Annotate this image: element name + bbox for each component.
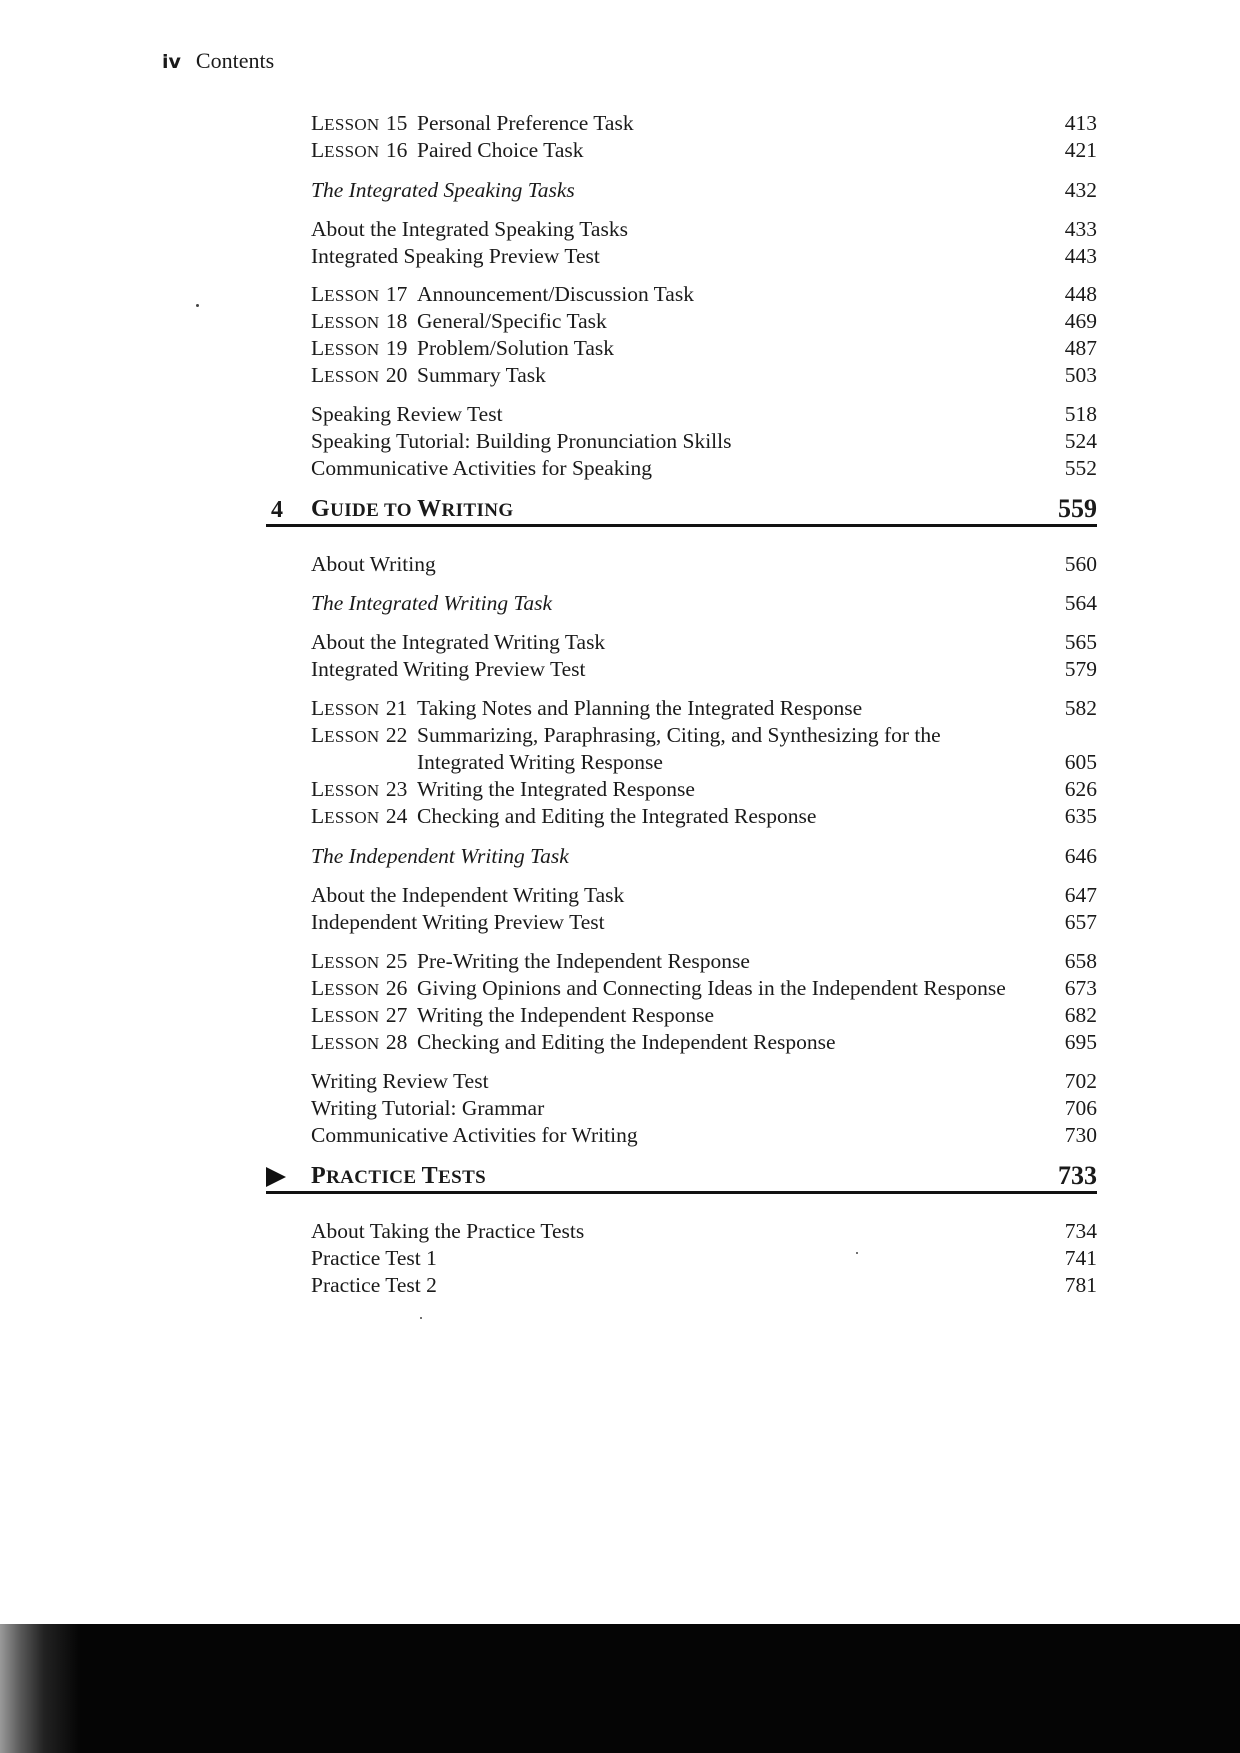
page-number: 432 bbox=[1064, 178, 1097, 202]
entry-title: Integrated Speaking Preview Test bbox=[311, 244, 600, 268]
lesson-label-initial: L bbox=[311, 949, 325, 973]
lesson-number: 22 bbox=[380, 723, 408, 747]
lesson-label-smallcaps: ESSON bbox=[324, 781, 380, 800]
page-number: 673 bbox=[1064, 976, 1097, 1000]
lesson-label-initial: L bbox=[311, 696, 325, 720]
lesson-label-smallcaps: ESSON bbox=[324, 727, 380, 746]
lesson-number: 27 bbox=[380, 1003, 408, 1027]
toc-entry bbox=[311, 454, 1097, 482]
lesson-entry bbox=[311, 361, 1097, 389]
lesson-label bbox=[311, 361, 407, 391]
lesson-entry bbox=[311, 307, 1097, 335]
lesson-entry bbox=[311, 802, 1097, 830]
lesson-label bbox=[311, 802, 407, 832]
page-number: 781 bbox=[1064, 1273, 1097, 1297]
lesson-label bbox=[311, 280, 407, 310]
page-number: 658 bbox=[1064, 949, 1097, 973]
lesson-label-initial: L bbox=[311, 1030, 325, 1054]
section-heading bbox=[311, 589, 1097, 617]
lesson-label bbox=[311, 974, 407, 1004]
page-number: 734 bbox=[1064, 1219, 1097, 1243]
chapter-title-initial: T bbox=[421, 1163, 439, 1189]
entry-title: About Taking the Practice Tests bbox=[311, 1219, 585, 1243]
lesson-entry bbox=[311, 974, 1097, 1002]
chapter-number: 4 bbox=[271, 497, 283, 523]
lesson-number: 19 bbox=[380, 336, 408, 360]
lesson-label-initial: L bbox=[311, 363, 325, 387]
lesson-label bbox=[311, 775, 407, 805]
scan-speck bbox=[196, 304, 199, 307]
lesson-label bbox=[311, 1001, 407, 1031]
toc-entry bbox=[311, 427, 1097, 455]
toc-entry bbox=[311, 1271, 1097, 1299]
chapter-title-rest: RACTICE bbox=[326, 1167, 422, 1188]
lesson-label-smallcaps: ESSON bbox=[324, 1007, 380, 1026]
lesson-entry bbox=[311, 1028, 1097, 1056]
lesson-title: General/Specific Task bbox=[417, 309, 607, 333]
lesson-entry bbox=[311, 334, 1097, 362]
scan-speck bbox=[420, 1317, 422, 1319]
toc-entry bbox=[311, 881, 1097, 909]
lesson-label-smallcaps: ESSON bbox=[324, 1034, 380, 1053]
lesson-label bbox=[311, 307, 407, 337]
chapter-page-number: 559 bbox=[1058, 494, 1097, 523]
chapter-page-number: 733 bbox=[1058, 1161, 1097, 1190]
lesson-label-smallcaps: ESSON bbox=[324, 953, 380, 972]
chapter-title-rest: RITING bbox=[441, 500, 514, 521]
lesson-title: Problem/Solution Task bbox=[417, 336, 614, 360]
lesson-label bbox=[311, 1028, 407, 1058]
page-number: 579 bbox=[1064, 657, 1097, 681]
page-number: 695 bbox=[1064, 1030, 1097, 1054]
lesson-label-smallcaps: ESSON bbox=[324, 808, 380, 827]
chapter-title-initial: G bbox=[311, 496, 331, 522]
lesson-label-smallcaps: ESSON bbox=[324, 980, 380, 999]
lesson-title: Summarizing, Paraphrasing, Citing, and Synthesizing for the bbox=[417, 723, 941, 747]
page-number: 635 bbox=[1064, 804, 1097, 828]
lesson-label-initial: L bbox=[311, 336, 325, 360]
running-title: Contents bbox=[195, 48, 275, 73]
lesson-number: 18 bbox=[380, 309, 408, 333]
page-number: 421 bbox=[1064, 138, 1097, 162]
lesson-label bbox=[311, 136, 407, 166]
page-number: 487 bbox=[1064, 336, 1097, 360]
page-number: 646 bbox=[1064, 844, 1097, 868]
scan-shadow-band bbox=[0, 1624, 1240, 1753]
page-number: 469 bbox=[1064, 309, 1097, 333]
toc-entry bbox=[311, 908, 1097, 936]
lesson-label-initial: L bbox=[311, 777, 325, 801]
chapter-title-initial: W bbox=[417, 496, 442, 522]
lesson-label-smallcaps: ESSON bbox=[324, 286, 380, 305]
lesson-entry bbox=[311, 694, 1097, 722]
lesson-title: Personal Preference Task bbox=[417, 111, 634, 135]
section-heading bbox=[311, 842, 1097, 870]
lesson-number: 20 bbox=[380, 363, 408, 387]
page-number: 433 bbox=[1064, 217, 1097, 241]
section-heading bbox=[311, 176, 1097, 204]
page-number: 741 bbox=[1064, 1246, 1097, 1270]
lesson-number: 28 bbox=[380, 1030, 408, 1054]
scan-speck bbox=[856, 1252, 858, 1254]
lesson-entry bbox=[311, 947, 1097, 975]
page-number: 503 bbox=[1064, 363, 1097, 387]
lesson-label-initial: L bbox=[311, 282, 325, 306]
chapter-title-initial: P bbox=[311, 1163, 327, 1189]
chapter-title-rest: UIDE TO bbox=[330, 500, 418, 521]
toc-entry bbox=[311, 1121, 1097, 1149]
lesson-entry bbox=[311, 721, 1097, 749]
scan-shadow-edge bbox=[0, 1624, 80, 1753]
entry-title: Communicative Activities for Speaking bbox=[311, 456, 652, 480]
lesson-title: Writing the Integrated Response bbox=[417, 777, 695, 801]
lesson-label-initial: L bbox=[311, 111, 325, 135]
page-number: 706 bbox=[1064, 1096, 1097, 1120]
page-number: 564 bbox=[1064, 591, 1097, 615]
toc-entry bbox=[311, 655, 1097, 683]
lesson-title: Taking Notes and Planning the Integrated Response bbox=[417, 696, 863, 720]
lesson-entry bbox=[311, 775, 1097, 803]
lesson-title-continued: Integrated Writing Response bbox=[417, 750, 663, 774]
page-number: 560 bbox=[1064, 552, 1097, 576]
section-title: The Independent Writing Task bbox=[311, 844, 569, 868]
section-title: The Integrated Writing Task bbox=[311, 591, 553, 615]
lesson-number: 23 bbox=[380, 777, 408, 801]
lesson-number: 21 bbox=[380, 696, 408, 720]
entry-title: Communicative Activities for Writing bbox=[311, 1123, 638, 1147]
entry-title: Writing Tutorial: Grammar bbox=[311, 1096, 545, 1120]
lesson-title: Checking and Editing the Independent Response bbox=[417, 1030, 836, 1054]
toc-entry bbox=[311, 242, 1097, 270]
lesson-label-smallcaps: ESSON bbox=[324, 340, 380, 359]
toc-entry bbox=[311, 628, 1097, 656]
page-number: 657 bbox=[1064, 910, 1097, 934]
entry-title: Independent Writing Preview Test bbox=[311, 910, 605, 934]
lesson-label bbox=[311, 334, 407, 364]
toc-entry bbox=[311, 1094, 1097, 1122]
page-folio: iv bbox=[162, 51, 181, 73]
lesson-title: Announcement/Discussion Task bbox=[417, 282, 694, 306]
lesson-number: 16 bbox=[380, 138, 408, 162]
lesson-entry bbox=[311, 136, 1097, 164]
chapter-heading bbox=[266, 490, 1097, 527]
page-number: 682 bbox=[1064, 1003, 1097, 1027]
toc-entry bbox=[311, 748, 1097, 776]
lesson-label-initial: L bbox=[311, 1003, 325, 1027]
toc-entry bbox=[311, 1217, 1097, 1245]
page-number: 582 bbox=[1064, 696, 1097, 720]
toc-entry bbox=[311, 215, 1097, 243]
page-number: 702 bbox=[1064, 1069, 1097, 1093]
lesson-number: 24 bbox=[380, 804, 408, 828]
lesson-number: 15 bbox=[380, 111, 408, 135]
lesson-entry bbox=[311, 1001, 1097, 1029]
section-title: The Integrated Speaking Tasks bbox=[311, 178, 575, 202]
lesson-number: 25 bbox=[380, 949, 408, 973]
lesson-title: Pre-Writing the Independent Response bbox=[417, 949, 750, 973]
entry-title: Writing Review Test bbox=[311, 1069, 489, 1093]
lesson-label-initial: L bbox=[311, 804, 325, 828]
toc-entry bbox=[311, 550, 1097, 578]
lesson-title: Summary Task bbox=[417, 363, 546, 387]
toc-entry bbox=[311, 400, 1097, 428]
lesson-title: Writing the Independent Response bbox=[417, 1003, 715, 1027]
page-number: 565 bbox=[1064, 630, 1097, 654]
page-number: 443 bbox=[1064, 244, 1097, 268]
lesson-entry bbox=[311, 109, 1097, 137]
lesson-number: 26 bbox=[380, 976, 408, 1000]
entry-title: About the Integrated Writing Task bbox=[311, 630, 606, 654]
chapter-heading bbox=[266, 1157, 1097, 1194]
chapter-title-rest: ESTS bbox=[438, 1167, 487, 1188]
lesson-label bbox=[311, 109, 407, 139]
entry-title: Practice Test 1 bbox=[311, 1246, 437, 1270]
lesson-label-smallcaps: ESSON bbox=[324, 367, 380, 386]
lesson-number: 17 bbox=[380, 282, 408, 306]
lesson-label bbox=[311, 694, 407, 724]
lesson-title: Checking and Editing the Integrated Response bbox=[417, 804, 817, 828]
entry-title: Speaking Review Test bbox=[311, 402, 503, 426]
lesson-label-smallcaps: ESSON bbox=[324, 142, 380, 161]
page-number: 626 bbox=[1064, 777, 1097, 801]
lesson-label bbox=[311, 721, 407, 751]
entry-title: About Writing bbox=[311, 552, 436, 576]
lesson-label-initial: L bbox=[311, 309, 325, 333]
page-number: 524 bbox=[1064, 429, 1097, 453]
lesson-label-initial: L bbox=[311, 138, 325, 162]
page-number: 730 bbox=[1064, 1123, 1097, 1147]
lesson-entry bbox=[311, 280, 1097, 308]
lesson-label-initial: L bbox=[311, 976, 325, 1000]
lesson-label bbox=[311, 947, 407, 977]
lesson-title: Paired Choice Task bbox=[417, 138, 584, 162]
lesson-label-initial: L bbox=[311, 723, 325, 747]
page-number: 518 bbox=[1064, 402, 1097, 426]
entry-title: Practice Test 2 bbox=[311, 1273, 437, 1297]
entry-title: Integrated Writing Preview Test bbox=[311, 657, 586, 681]
entry-title: About the Independent Writing Task bbox=[311, 883, 625, 907]
page-number: 552 bbox=[1064, 456, 1097, 480]
toc-entry bbox=[311, 1244, 1097, 1272]
lesson-title: Giving Opinions and Connecting Ideas in the Independent Response bbox=[417, 976, 1006, 1000]
chapter-title bbox=[311, 1163, 486, 1190]
arrow-icon bbox=[266, 1167, 286, 1187]
lesson-label-smallcaps: ESSON bbox=[324, 115, 380, 134]
page-number: 647 bbox=[1064, 883, 1097, 907]
lesson-label-smallcaps: ESSON bbox=[324, 313, 380, 332]
lesson-label-smallcaps: ESSON bbox=[324, 700, 380, 719]
entry-title: Speaking Tutorial: Building Pronunciation Skills bbox=[311, 429, 732, 453]
page-number: 413 bbox=[1064, 111, 1097, 135]
page-number: 605 bbox=[1064, 750, 1097, 774]
toc-entry bbox=[311, 1067, 1097, 1095]
entry-title: About the Integrated Speaking Tasks bbox=[311, 217, 628, 241]
page-number: 448 bbox=[1064, 282, 1097, 306]
chapter-title bbox=[311, 496, 514, 523]
